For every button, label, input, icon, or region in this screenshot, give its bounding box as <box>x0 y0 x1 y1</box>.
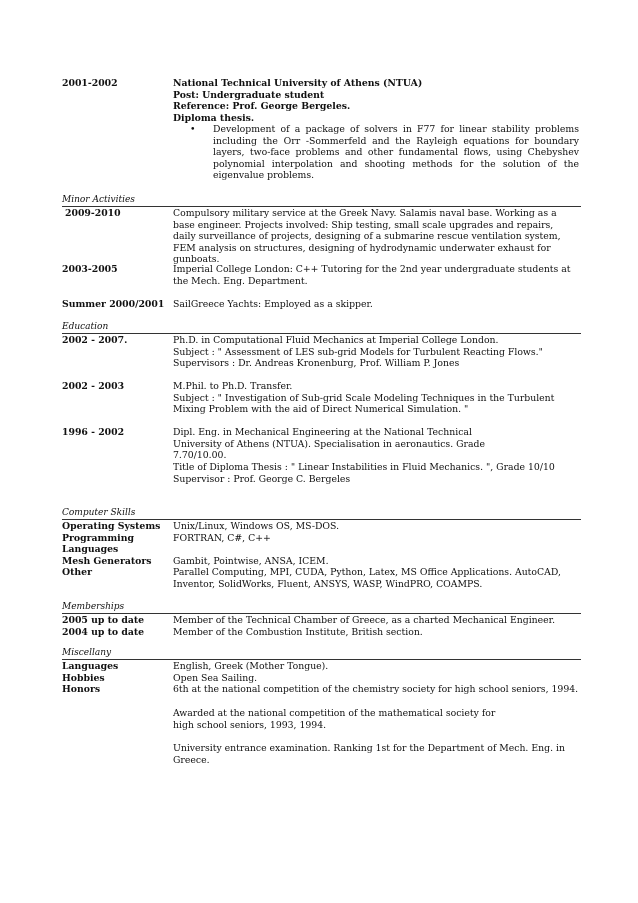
edu-line: Subject : " Assessment of LES sub-grid Models for Turbulent Reacting Flows." <box>173 346 543 358</box>
edu-entry <box>173 381 578 416</box>
misc-labels <box>62 661 170 696</box>
misc-label: Languages <box>62 661 119 672</box>
section-heading-memberships: Memberships <box>62 602 581 614</box>
ntua-bullet: • Development of a package of solvers in F77 for linear stability problems including the Orr -Sommerfeld and the Rayleigh equations for boundary layers, two-face problems and other fundamental flows, using Chebyshev polynomial interpolation and shooting methods for the solution of the eigenvalue problems. <box>173 124 579 182</box>
misc-line: English, Greek (Mother Tongue). <box>173 661 329 672</box>
misc-label: Hobbies <box>62 672 105 684</box>
misc-honor: University entrance examination. Ranking 1st for the Department of Mech. Eng. in Greece. <box>173 743 565 766</box>
skill-value: Gambit, Pointwise, ANSA, ICEM. <box>173 555 329 567</box>
edu-line: Title of Diploma Thesis : " Linear Instabilities in Fluid Mechanics. ", Grade 10/10 <box>173 462 555 473</box>
misc-line: 6th at the national competition of the chemistry society for high school seniors, 1994. <box>173 684 579 696</box>
skill-value: FORTRAN, C#, C++ <box>173 532 271 544</box>
membership-date: 2004 up to date <box>62 627 145 638</box>
membership-date: 2005 up to date <box>62 615 145 626</box>
minor-date: Summer 2000/2001 <box>62 299 165 310</box>
ntua-header <box>173 78 593 124</box>
edu-line: Supervisors : Dr. Andreas Kronenburg, Prof. William P. Jones <box>173 358 460 370</box>
misc-values <box>173 661 593 696</box>
misc-honor: Awarded at the national competition of the mathematical society for high school seniors, 1993, 1994. <box>173 708 496 731</box>
skill-label: Other <box>62 567 92 579</box>
minor-text: SailGreece Yachts: Employed as a skipper. <box>173 299 373 310</box>
misc-label: Honors <box>62 684 101 696</box>
skill-label: Mesh Generators <box>62 555 152 567</box>
edu-date: 2002 - 2007. <box>62 335 128 346</box>
edu-date: 2002 - 2003 <box>62 381 125 392</box>
skills-labels <box>62 521 170 579</box>
edu-line: Dipl. Eng. in Mechanical Engineering at the National Technical University of Athens (NTUA). Specialisation in aeronautics. Grade 7.70/10.00. <box>173 427 485 462</box>
membership-text: Member of the Combustion Institute, British section. <box>173 627 423 638</box>
edu-extra <box>173 462 578 485</box>
section-heading-skills: Computer Skills <box>62 508 581 520</box>
edu-line: Supervisor : Prof. George C. Bergeles <box>173 473 351 485</box>
edu-date: 1996 - 2002 <box>62 427 125 438</box>
skill-value: Unix/Linux, Windows OS, MS-DOS. <box>173 521 340 532</box>
skills-values <box>173 521 578 591</box>
edu-line: Subject : " Investigation of Sub-grid Scale Modeling Techniques in the Turbulent Mixing Problem with the aid of Direct Numerical Simulation. " <box>173 392 555 416</box>
section-heading-minor: Minor Activities <box>62 195 581 207</box>
membership-text: Member of the Technical Chamber of Greece, as a charted Mechanical Engineer. <box>173 615 556 626</box>
ntua-date: 2001-2002 <box>62 78 118 89</box>
skill-value: Parallel Computing, MPI, CUDA, Python, Latex, MS Office Applications. AutoCAD, Inventor, SolidWorks, Fluent, ANSYS, WASP, WindPRO, COAMPS. <box>173 567 561 590</box>
edu-line: M.Phil. to Ph.D. Transfer. <box>173 381 293 392</box>
minor-date: 2009-2010 <box>65 208 121 219</box>
ntua-line: Reference: Prof. George Bergeles. <box>173 101 351 113</box>
ntua-bullet-list <box>173 124 579 182</box>
misc-line: Open Sea Sailing. <box>173 672 258 684</box>
section-heading-misc: Miscellany <box>62 648 581 660</box>
minor-text: Imperial College London: C++ Tutoring for the 2nd year undergraduate students at the Mech. Eng. Department. <box>173 264 571 287</box>
minor-date: 2003-2005 <box>62 264 118 275</box>
edu-entry <box>173 335 578 370</box>
ntua-line: National Technical University of Athens (NTUA) <box>173 78 423 89</box>
ntua-line: Post: Undergraduate student <box>173 89 325 101</box>
skill-value <box>173 544 578 556</box>
edu-line: Ph.D. in Computational Fluid Mechanics at Imperial College London. <box>173 335 499 346</box>
skill-label: Programming <box>62 532 134 544</box>
minor-text: Compulsory military service at the Greek Navy. Salamis naval base. Working as a base engineer. Projects involved: Ship testing, small scale upgrades and repairs, daily surveillance of projects, designing of a submarine rescue ventilation system, FEM analysis on structures, designing of hydrodynamic underwater exhaust for gunboats. <box>173 208 561 266</box>
section-heading-education: Education <box>62 322 581 334</box>
skill-label: Languages <box>62 544 119 556</box>
ntua-line: Diploma thesis. <box>173 112 255 124</box>
skill-label: Operating Systems <box>62 521 161 532</box>
